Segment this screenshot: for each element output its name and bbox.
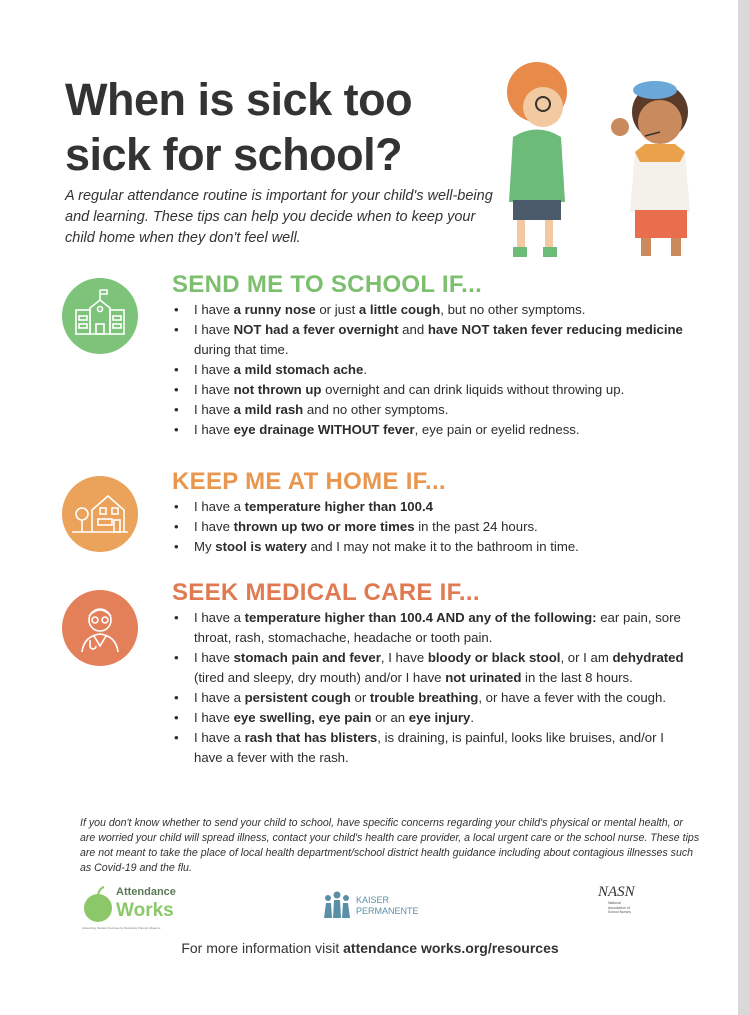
emphasis-text: eye drainage WITHOUT fever	[233, 422, 415, 437]
list-item	[172, 688, 692, 708]
logo-text: KAISER	[356, 895, 390, 905]
list-item	[172, 320, 692, 360]
seek-medical-care-list	[172, 608, 692, 768]
list-item	[172, 517, 692, 537]
kaiser-permanente-logo	[322, 890, 432, 920]
emphasis-text: a mild rash	[233, 402, 304, 417]
item-text: , I have	[380, 650, 428, 665]
emphasis-text: a little cough	[358, 302, 441, 317]
emphasis-text: temperature higher than 100.4 AND any of the following:	[244, 610, 597, 625]
item-text: I have a	[194, 730, 245, 745]
logo-text: NASN	[598, 884, 635, 900]
disclaimer: If you don't know whether to send your child to school, have specific concerns regarding your child's physical or mental health, or are worried your child will spread illness, contact your child's health care provider, a local urgent care or the school nurse. These tips are not meant to take the place of local health department/school district health guidance including about contagious illnesses such as Covid-19 and the flu.	[80, 817, 700, 874]
list-item	[172, 728, 692, 768]
emphasis-text: not urinated	[445, 670, 522, 685]
item-text: , but no other symptoms.	[440, 302, 586, 317]
item-text: or an	[371, 710, 409, 725]
emphasis-text: stool is watery	[215, 539, 307, 554]
title-line-2: sick for school?	[65, 129, 403, 180]
item-text: I have	[194, 382, 234, 397]
emphasis-text: persistent cough	[244, 690, 351, 705]
list-item	[172, 300, 692, 320]
list-item	[172, 708, 692, 728]
item-text: or just	[315, 302, 359, 317]
item-text: I have a	[194, 499, 245, 514]
item-text: , is draining, is painful, looks like bruises, and/or I have a fever with the rash.	[194, 730, 664, 765]
list-item	[172, 420, 692, 440]
doctor-icon	[62, 590, 138, 666]
list-item	[172, 497, 692, 517]
item-text: (tired and sleepy, dry mouth) and/or I have	[194, 670, 446, 685]
emphasis-text: eye injury	[408, 710, 471, 725]
item-text: .	[363, 362, 367, 377]
item-text: I have	[194, 402, 234, 417]
footer-text: For more information visit	[181, 940, 344, 956]
logo-tagline: National Association of School Nurses	[608, 901, 631, 914]
item-text: I have	[194, 650, 234, 665]
emphasis-text: thrown up two or more times	[233, 519, 415, 534]
page-title	[65, 72, 412, 182]
list-item	[172, 380, 692, 400]
item-text: My	[194, 539, 216, 554]
item-text: I have a	[194, 610, 245, 625]
send-to-school-list	[172, 300, 692, 440]
item-text: I have	[194, 519, 234, 534]
child-left	[507, 62, 567, 257]
attendance-works-logo	[82, 886, 192, 934]
emphasis-text: stomach pain and fever	[233, 650, 381, 665]
list-item	[172, 360, 692, 380]
list-item	[172, 648, 692, 688]
child-right	[611, 81, 690, 256]
emphasis-text: not thrown up	[233, 382, 322, 397]
nasn-logo	[598, 883, 643, 927]
item-text: ear pain, sore throat, rash, stomachache, headache or tooth pain.	[194, 610, 681, 645]
logo-text: PERMANENTE	[356, 906, 419, 916]
list-item	[172, 400, 692, 420]
item-text: in the past 24 hours.	[414, 519, 538, 534]
item-text: during that time.	[194, 342, 289, 357]
item-text: and no other symptoms.	[303, 402, 449, 417]
title-line-1: When is sick too	[65, 74, 413, 125]
item-text: I have	[194, 302, 234, 317]
emphasis-text: trouble breathing	[369, 690, 479, 705]
footer-info	[0, 940, 740, 956]
item-text: , or I am	[560, 650, 613, 665]
logo-text: Works	[116, 900, 174, 921]
resources-link[interactable]: attendance works.org/resources	[343, 940, 559, 956]
emphasis-text: NOT had a fever overnight	[233, 322, 399, 337]
logo-text: Attendance	[116, 886, 176, 898]
section-heading-send-to-school: SEND ME TO SCHOOL IF...	[172, 271, 483, 298]
emphasis-text: dehydrated	[612, 650, 684, 665]
emphasis-text: eye swelling, eye pain	[233, 710, 372, 725]
house-icon	[62, 476, 138, 552]
list-item	[172, 608, 692, 648]
item-text: in the last 8 hours.	[521, 670, 633, 685]
item-text: and I may not make it to the bathroom in time.	[306, 539, 579, 554]
item-text: or	[350, 690, 370, 705]
emphasis-text: a mild stomach ache	[233, 362, 364, 377]
item-text: I have	[194, 322, 234, 337]
item-text: overnight and can drink liquids without throwing up.	[321, 382, 625, 397]
item-text: I have	[194, 362, 234, 377]
emphasis-text: have NOT taken fever reducing medicine	[427, 322, 683, 337]
keep-at-home-list	[172, 497, 692, 557]
logo-tagline: Advancing Student Success by Reducing Chronic Absence	[82, 926, 161, 930]
emphasis-text: bloody or black stool	[427, 650, 561, 665]
item-text: , or have a fever with the cough.	[478, 690, 667, 705]
emphasis-text: a runny nose	[233, 302, 316, 317]
subtitle: A regular attendance routine is important for your child's well-being and learning. These tips can help you decide when to keep your child home when they don't feel well.	[65, 188, 493, 246]
school-icon	[62, 278, 138, 354]
emphasis-text: temperature higher than 100.4	[244, 499, 433, 514]
item-text: and	[398, 322, 428, 337]
section-heading-keep-at-home: KEEP ME AT HOME IF...	[172, 468, 446, 495]
list-item	[172, 537, 692, 557]
section-heading-seek-medical-care: SEEK MEDICAL CARE IF...	[172, 579, 480, 606]
item-text: I have a	[194, 690, 245, 705]
item-text: I have	[194, 422, 234, 437]
item-text: I have	[194, 710, 234, 725]
sick-children-illustration	[495, 52, 740, 267]
item-text: , eye pain or eyelid redness.	[414, 422, 580, 437]
emphasis-text: rash that has blisters	[244, 730, 378, 745]
item-text: .	[470, 710, 475, 725]
